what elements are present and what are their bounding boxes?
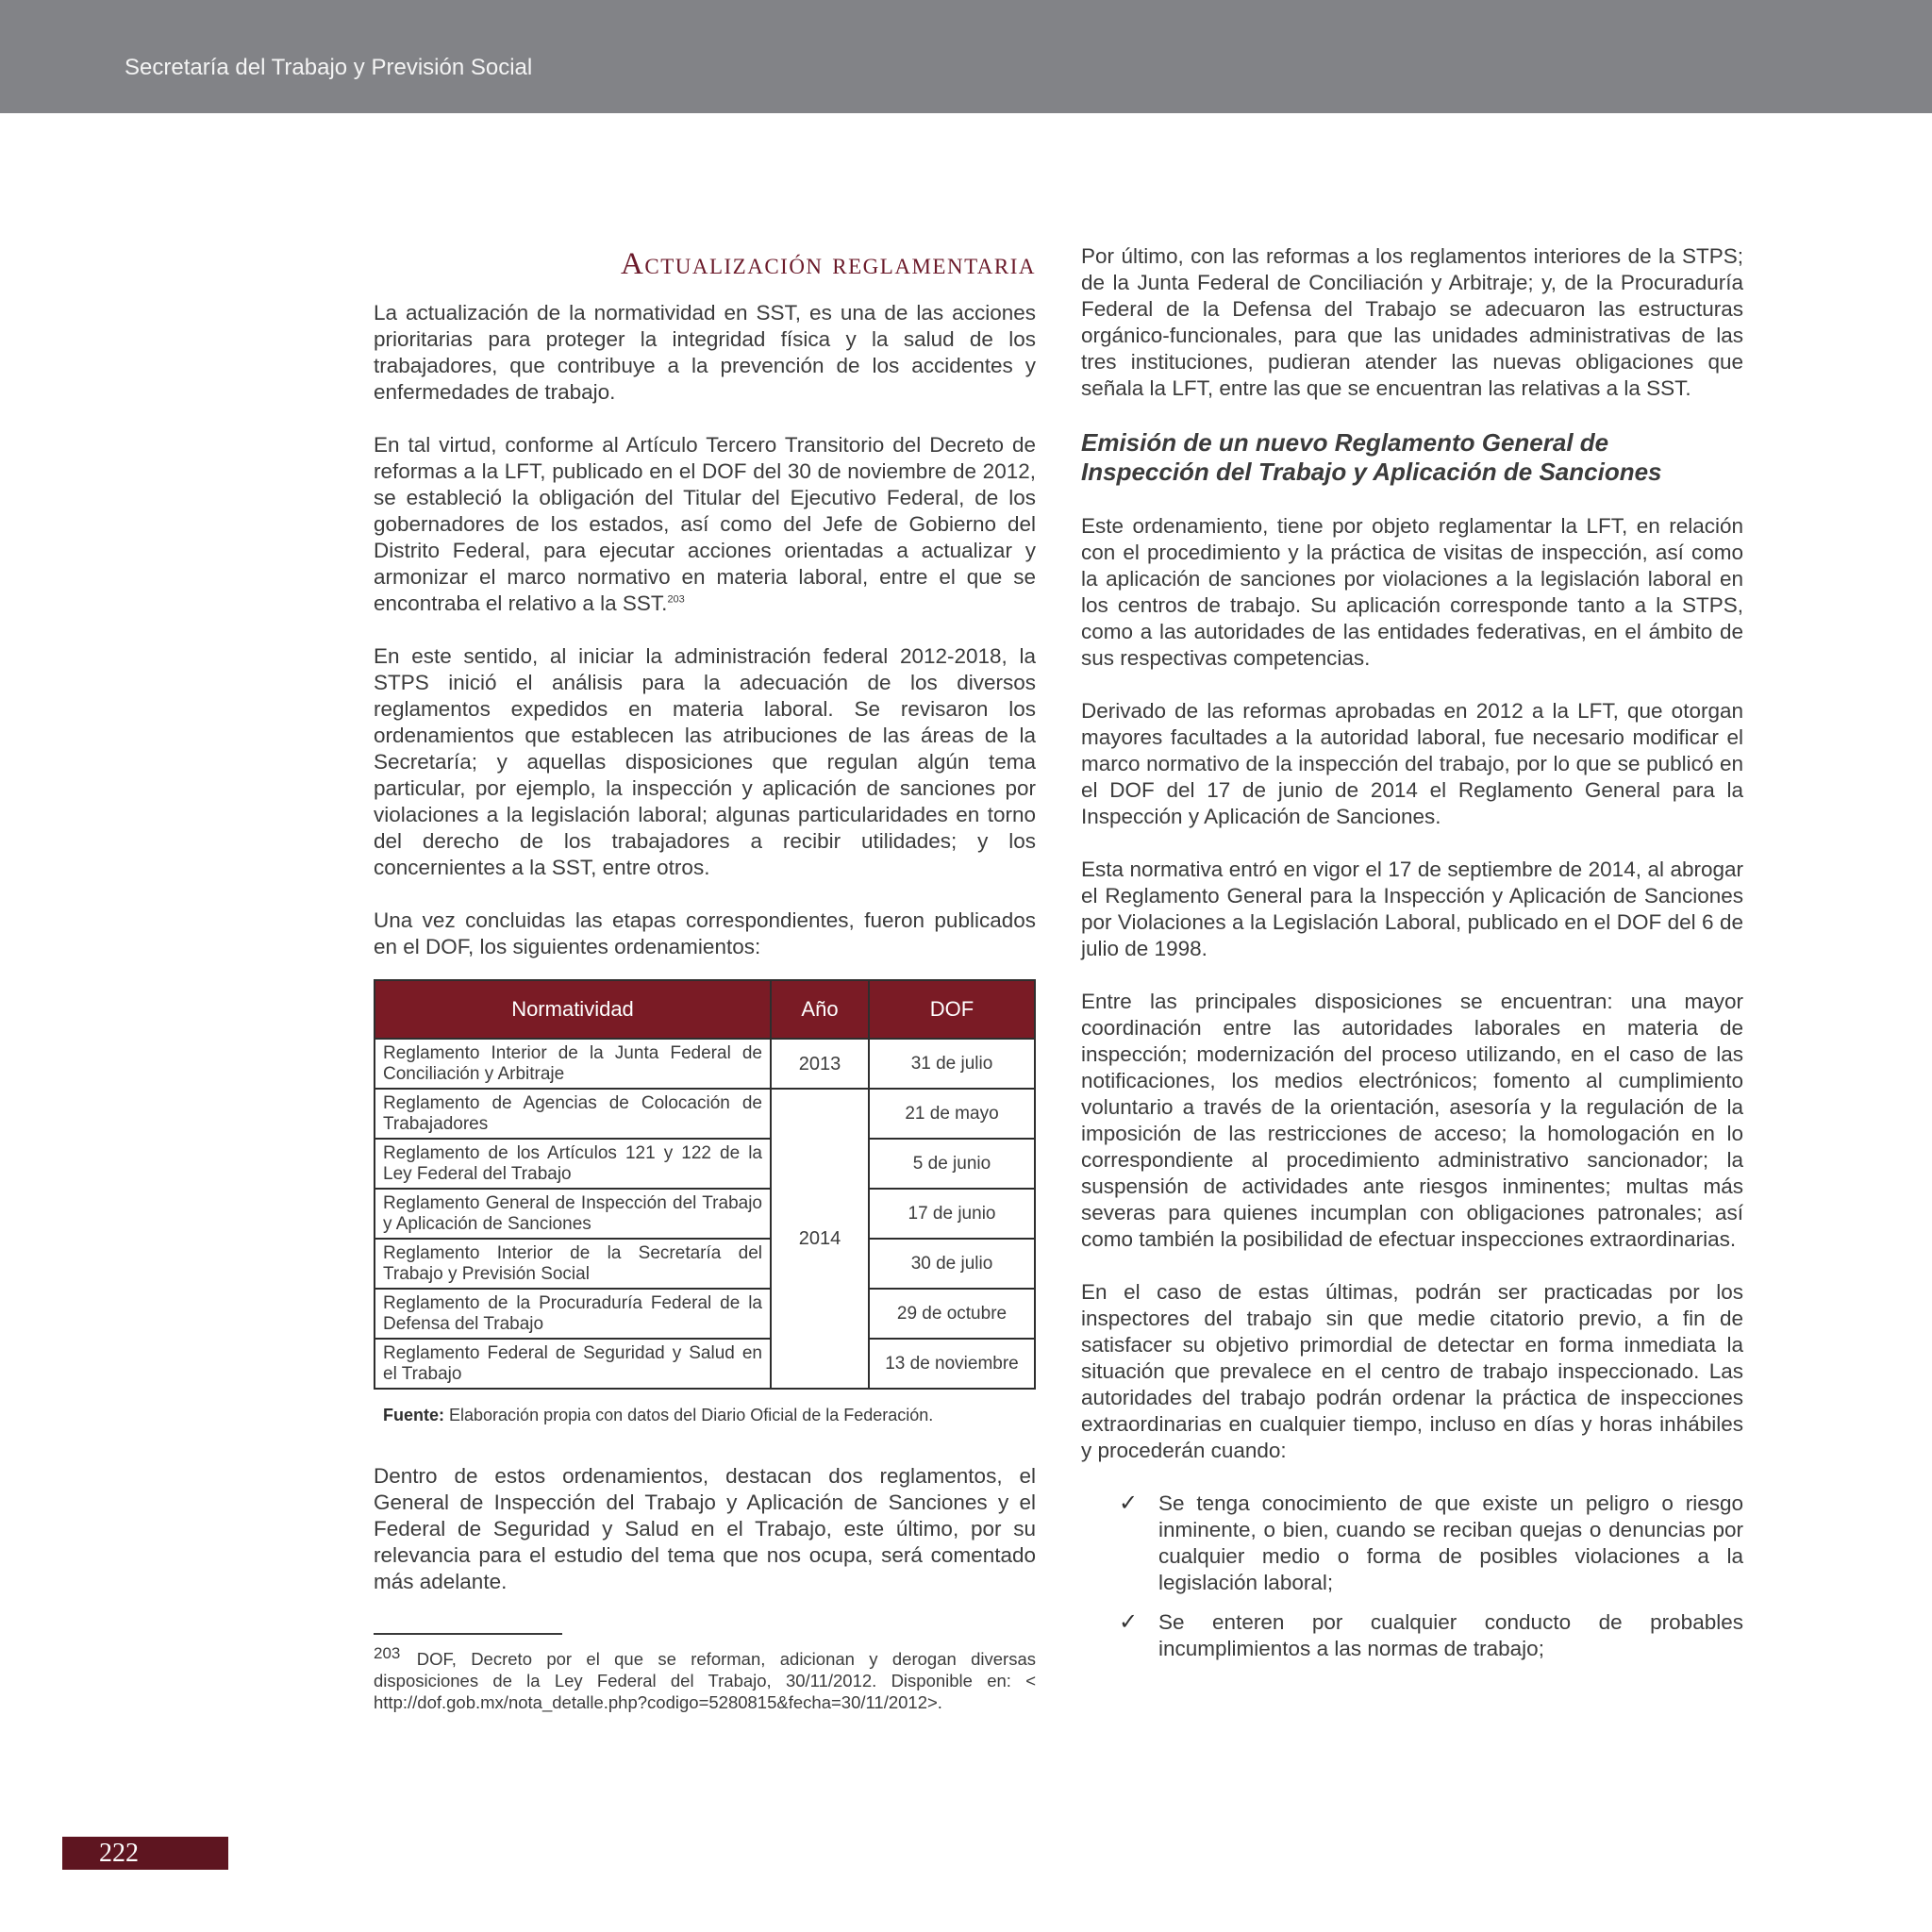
subsection-title: Emisión de un nuevo Reglamento General de Inspección del Trabajo y Aplicación de Sanciones <box>1081 428 1662 486</box>
table-cell-dof: 30 de julio <box>869 1239 1035 1289</box>
table-source <box>383 1405 1036 1425</box>
paragraph: Una vez concluidas las etapas correspondientes, fueron publicados en el DOF, los siguientes ordenamientos: <box>374 908 1036 958</box>
table-cell-name: Reglamento de la Procuraduría Federal de la Defensa del Trabajo <box>375 1289 771 1339</box>
paragraph: Entre las principales disposiciones se encuentran: una mayor coordinación entre las autoridades laborales en materia de inspección; modernización del proceso utilizando, en el caso de las notificaciones, los medios electrónicos; fomento al cumplimiento voluntario a través de la orientación, asesoría y la regulación de la imposición de las restricciones de acceso; la homologación en lo correspondiente al procedimiento administrativo sancionador; la suspensión de actividades ante riesgos inminentes; multas más severas para quienes incumplan con obligaciones patronales; así como también la posibilidad de efectuar inspecciones extraordinarias. <box>1081 990 1743 1251</box>
source-label: Fuente: <box>383 1406 444 1424</box>
page-number: 222 <box>99 1839 139 1868</box>
table-cell-dof: 21 de mayo <box>869 1089 1035 1139</box>
list-item-text: Se tenga conocimiento de que existe un peligro o riesgo inminente, o bien, cuando se reciban quejas o denuncias por cualquier medio o forma de posibles violaciones a la legislación laboral; <box>1158 1491 1743 1594</box>
paragraph: Por último, con las reformas a los reglamentos interiores de la STPS; de la Junta Federal de Conciliación y Arbitraje; y, de la Procuraduría Federal de la Defensa del Trabajo se adecuaron las estructuras orgánico-funcionales, para que las unidades administrativas de las tres instituciones, pudieran atender las nuevas obligaciones que señala la LFT, entre las que se encuentran las relativas a la SST. <box>1081 244 1743 400</box>
left-column <box>374 243 1036 1713</box>
paragraph: La actualización de la normatividad en SST, es una de las acciones prioritarias para proteger la integridad física y la salud de los trabajadores, que contribuye a la prevención de los accidentes y enfermedades de trabajo. <box>374 301 1036 404</box>
table-cell-dof: 13 de noviembre <box>869 1339 1035 1389</box>
footnote-ref[interactable]: 203 <box>667 593 685 606</box>
table-cell-name: Reglamento de los Artículos 121 y 122 de la Ley Federal del Trabajo <box>375 1139 771 1189</box>
footnote-text: DOF, Decreto por el que se reforman, adicionan y derogan diversas disposiciones de la Ley Federal del Trabajo, 30/11/2012. Disponible en: < http://dof.gob.mx/nota_detalle.php?codigo=5280815&fecha=30/11/2012>. <box>374 1649 1036 1712</box>
paragraph: En este sentido, al iniciar la administración federal 2012-2018, la STPS inició el análisis para la adecuación de los diversos reglamentos expedidos en materia laboral. Se revisaron los ordenamientos que establecen las atribuciones de las áreas de la Secretaría; y aquellas disposiciones que regulan algún tema particular, por ejemplo, la inspección y aplicación de sanciones por violaciones a la legislación laboral; algunas particularidades en torno del derecho de los trabajadores a recibir utilidades; y los concernientes a la SST, entre otros. <box>374 644 1036 879</box>
table-cell-name: Reglamento Interior de la Secretaría del Trabajo y Previsión Social <box>375 1239 771 1289</box>
table-row <box>375 1289 1035 1339</box>
table-cell-dof: 17 de junio <box>869 1189 1035 1239</box>
header-bar <box>0 0 1932 113</box>
table-row <box>375 1339 1035 1389</box>
section-title: Actualización reglamentaria <box>621 247 1036 281</box>
table-cell-name: Reglamento Interior de la Junta Federal de Conciliación y Arbitraje <box>375 1039 771 1089</box>
table-row <box>375 1239 1035 1289</box>
regulations-table <box>374 979 1036 1390</box>
table-row <box>375 1089 1035 1139</box>
paragraph: Dentro de estos ordenamientos, destacan dos reglamentos, el General de Inspección del Trabajo y Aplicación de Sanciones y el Federal de Seguridad y Salud en el Trabajo, este último, por su relevancia para el estudio del tema que nos ocupa, será comentado más adelante. <box>374 1464 1036 1593</box>
footnote-divider <box>374 1633 562 1635</box>
footnote <box>374 1643 1036 1713</box>
table-row <box>375 1039 1035 1089</box>
check-icon: ✓ <box>1119 1609 1139 1635</box>
paragraph <box>374 432 1036 617</box>
paragraph: Este ordenamiento, tiene por objeto reglamentar la LFT, en relación con el procedimiento y la práctica de visitas de inspección, así como la aplicación de sanciones por violaciones a la legislación laboral en los centros de trabajo. Su aplicación corresponde tanto a la STPS, como a las autoridades de las entidades federativas, en el ámbito de sus respectivas competencias. <box>1081 514 1743 670</box>
paragraph: Derivado de las reformas aprobadas en 2012 a la LFT, que otorgan mayores facultades a la autoridad laboral, fue necesario modificar el marco normativo de la inspección del trabajo, por lo que se publicó en el DOF del 17 de junio de 2014 el Reglamento General para la Inspección y Aplicación de Sanciones. <box>1081 699 1743 828</box>
list-item <box>1119 1609 1743 1662</box>
list-item <box>1119 1491 1743 1596</box>
header-title: Secretaría del Trabajo y Previsión Social <box>125 55 533 80</box>
table-cell-dof: 29 de octubre <box>869 1289 1035 1339</box>
table-cell-name: Reglamento de Agencias de Colocación de Trabajadores <box>375 1089 771 1139</box>
paragraph-text: En tal virtud, conforme al Artículo Tercero Transitorio del Decreto de reformas a la LFT, publicado en el DOF del 30 de noviembre de 2012, se estableció la obligación del Titular del Ejecutivo Federal, de los gobernadores de los estados, así como del Jefe de Gobierno del Distrito Federal, para ejecutar acciones orientadas a actualizar y armonizar el marco normativo en materia laboral, entre el que se encontraba el relativo a la SST. <box>374 433 1036 615</box>
check-list <box>1081 1491 1743 1662</box>
table-cell-dof: 31 de julio <box>869 1039 1035 1089</box>
table-cell-name: Reglamento General de Inspección del Trabajo y Aplicación de Sanciones <box>375 1189 771 1239</box>
list-item-text: Se enteren por cualquier conducto de probables incumplimientos a las normas de trabajo; <box>1158 1610 1743 1660</box>
table-cell-name: Reglamento Federal de Seguridad y Salud en el Trabajo <box>375 1339 771 1389</box>
column-header-dof: DOF <box>869 980 1035 1039</box>
column-header-normatividad: Normatividad <box>375 980 771 1039</box>
table-cell-year: 2013 <box>771 1039 869 1089</box>
column-header-ano: Año <box>771 980 869 1039</box>
paragraph: En el caso de estas últimas, podrán ser practicadas por los inspectores del trabajo sin que medie citatorio previo, a fin de satisfacer su objetivo primordial de detectar en forma inmediata la situación que prevalece en el centro de trabajo inspeccionado. Las autoridades del trabajo podrán ordenar la práctica de inspecciones extraordinarias en cualquier tiempo, incluso en días y horas inhábiles y procederán cuando: <box>1081 1280 1743 1462</box>
page-number-box <box>62 1837 228 1870</box>
table-header-row <box>375 980 1035 1039</box>
paragraph: Esta normativa entró en vigor el 17 de septiembre de 2014, al abrogar el Reglamento General para la Inspección y Aplicación de Sanciones por Violaciones a la Legislación Laboral, publicado en el DOF del 6 de julio de 1998. <box>1081 858 1743 960</box>
source-text: Elaboración propia con datos del Diario Oficial de la Federación. <box>449 1406 934 1424</box>
check-icon: ✓ <box>1119 1491 1139 1516</box>
footnote-number: 203 <box>374 1643 401 1662</box>
table-row <box>375 1139 1035 1189</box>
table-cell-year: 2014 <box>771 1089 869 1389</box>
right-column <box>1081 243 1743 1675</box>
table-cell-dof: 5 de junio <box>869 1139 1035 1189</box>
table-row <box>375 1189 1035 1239</box>
